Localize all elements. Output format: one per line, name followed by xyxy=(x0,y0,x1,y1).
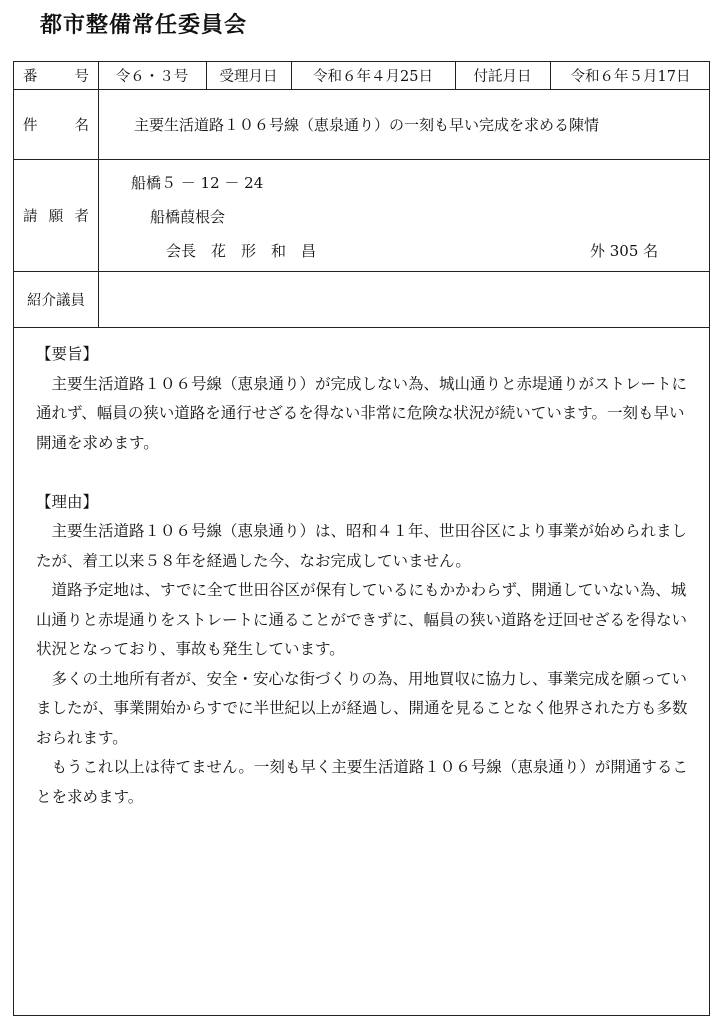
received-date-label: 受理月日 xyxy=(219,69,278,85)
reason-paragraph: 道路予定地は、すでに全て世田谷区が保有しているにもかかわらず、開通していない為、城山通りと赤堤通りをストレートに通ることができずに、幅員の狭い道路を迂回せざるを得ない状況となっており、事故も発生しています。 xyxy=(36,581,688,658)
subject-label: 件 名 xyxy=(23,117,89,134)
referred-date-label: 付託月日 xyxy=(473,69,532,85)
referred-date-value: 令和６年５月17日 xyxy=(570,69,691,85)
number-value: 令６・３号 xyxy=(115,69,189,85)
number-label: 番 号 xyxy=(23,69,89,85)
petitioner-label: 請 願 者 xyxy=(23,208,89,225)
row-divider xyxy=(14,159,709,160)
page-title: 都市整備常任委員会 xyxy=(40,13,248,38)
petitioner-others-count: 外 305 名 xyxy=(590,241,659,260)
introducer-label: 紹介議員 xyxy=(27,292,85,309)
summary-heading: 【要旨】 xyxy=(36,345,99,363)
col-divider xyxy=(98,89,99,327)
petitioner-representative: 会長 花 形 和 昌 xyxy=(166,241,317,260)
reason-paragraph: 多くの土地所有者が、安全・安心な街づくりの為、用地買収に協力し、事業完成を願っていましたが、事業開始からすでに半世紀以上が経過し、開通を見ることなく他界された方も多数おられます。 xyxy=(36,669,688,747)
reason-paragraph: もうこれ以上は待てません。一刻も早く主要生活道路１０６号線（恵泉通り）が開通することを求めます。 xyxy=(36,758,688,806)
petitioner-address: 船橋５ － 12 － 24 xyxy=(131,173,264,192)
row-divider xyxy=(14,327,709,328)
reason-heading: 【理由】 xyxy=(36,492,99,511)
reason-paragraph: 主要生活道路１０６号線（恵泉通り）は、昭和４１年、世田谷区により事業が始められましたが、着工以来５８年を経過した今、なお完成していません。 xyxy=(36,522,688,570)
petition-body xyxy=(36,340,696,812)
petition-form xyxy=(13,61,710,1016)
subject-value: 主要生活道路１０６号線（恵泉通り）の一刻も早い完成を求める陳情 xyxy=(134,115,600,134)
summary-paragraph: 主要生活道路１０６号線（恵泉通り）が完成しない為、城山通りと赤堤通りがストレートに通れず、幅員の狭い道路を通行せざるを得ない非常に危険な状況が続いています。一刻も早い開通を求めます。 xyxy=(36,374,688,452)
received-date-value: 令和６年４月25日 xyxy=(313,69,433,85)
petitioner-organization: 船橋葭根会 xyxy=(150,207,226,226)
introducer-value xyxy=(114,271,694,327)
